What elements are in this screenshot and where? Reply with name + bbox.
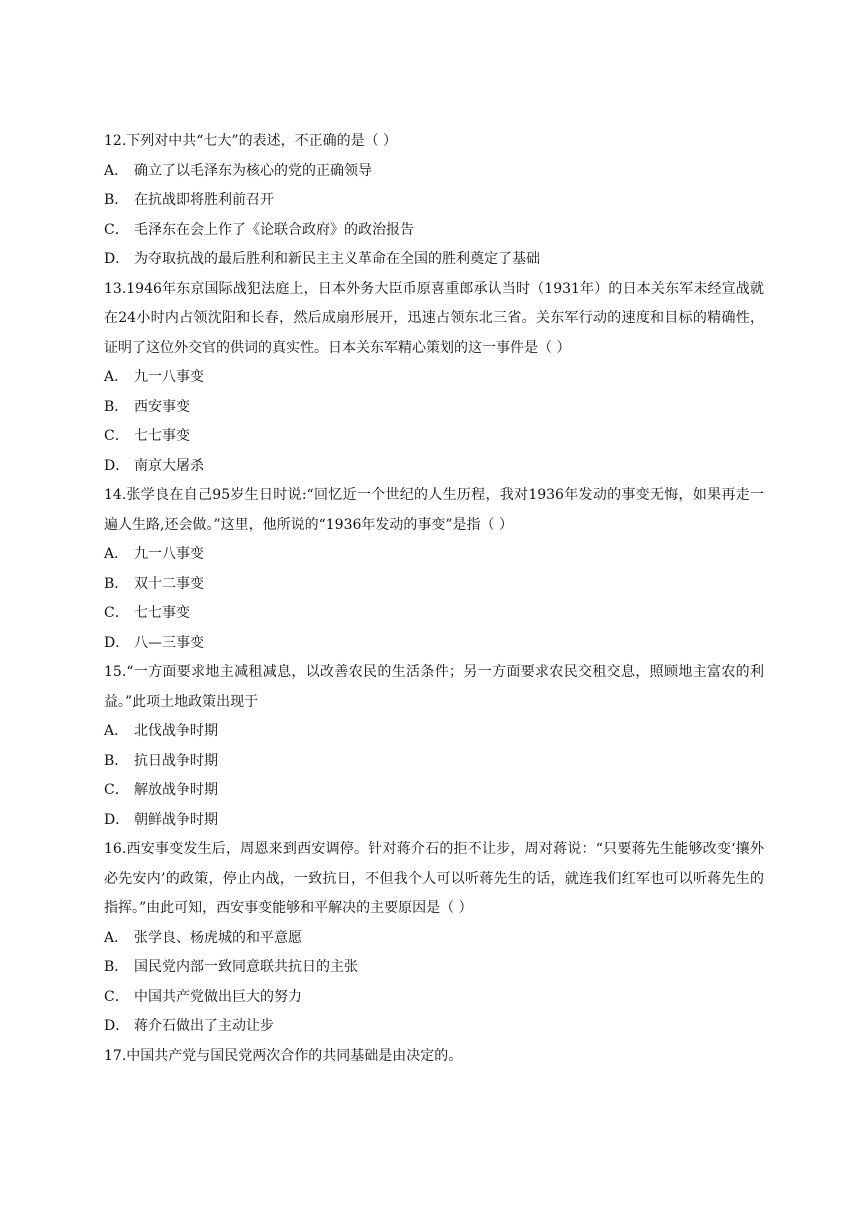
question-stem: 16.西安事变发生后，周恩来到西安调停。针对蒋介石的拒不让步，周对蒋说：“只要蒋先生能够改变‘攘外必先安内’的政策，停止内战，一致抗日，不但我个人可以听蒋先生的话，就连我们红军也可以听蒋先生的指挥。”由此可知，西安事变能够和平解决的主要原因是（ ） (104, 841, 764, 916)
option-text: 张学良、杨虎城的和平意愿 (134, 929, 302, 946)
question-15 (104, 658, 764, 835)
option-letter: A． (104, 546, 129, 562)
option-d[interactable] (104, 1012, 764, 1042)
option-c[interactable] (104, 599, 764, 629)
option-text: 毛泽东在会上作了《论联合政府》的政治报告 (134, 221, 414, 238)
question-stem: 13.1946年东京国际战犯法庭上，日本外务大臣币原喜重郎承认当时（1931年）的日本关东军未经宣战就在24小时内占领沈阳和长春，然后成扇形展开，迅速占领东北三省。关东军行动的速度和目标的精确性，证明了这位外交官的供词的真实性。日本关东军精心策划的这一事件是（ ） (104, 280, 764, 356)
option-c[interactable] (104, 983, 764, 1013)
option-letter: A． (104, 369, 129, 385)
option-b[interactable] (104, 186, 764, 216)
option-text: 双十二事变 (134, 575, 204, 592)
option-text: 确立了以毛泽东为核心的党的正确领导 (134, 162, 372, 179)
option-text: 国民党内部一致同意联共抗日的主张 (134, 959, 358, 975)
option-text: 解放战争时期 (134, 782, 218, 798)
option-a[interactable] (104, 540, 764, 570)
option-letter: B． (104, 398, 129, 415)
question-12 (104, 127, 764, 275)
option-letter: A． (104, 162, 129, 179)
option-d[interactable] (104, 452, 764, 482)
question-16 (104, 835, 764, 1042)
option-b[interactable] (104, 953, 764, 983)
option-text: 蒋介石做出了主动让步 (134, 1018, 274, 1034)
question-17 (104, 1042, 764, 1072)
question-14 (104, 481, 764, 658)
question-stem: 12.下列对中共“七大”的表述，不正确的是（ ） (104, 133, 398, 149)
option-text: 九一八事变 (134, 546, 204, 562)
option-letter: D． (104, 634, 130, 651)
option-text: 中国共产党做出巨大的努力 (134, 988, 302, 1005)
option-letter: A． (104, 929, 129, 946)
option-text: 七七事变 (134, 605, 190, 621)
option-letter: C． (104, 605, 129, 621)
option-text: 在抗战即将胜利前召开 (134, 192, 274, 208)
option-text: 七七事变 (134, 428, 190, 444)
option-d[interactable] (104, 245, 764, 275)
option-text: 朝鲜战争时期 (134, 811, 218, 828)
question-stem: 17.中国共产党与国民党两次合作的共同基础是由决定的。 (104, 1047, 463, 1064)
question-13 (104, 275, 764, 482)
option-b[interactable] (104, 747, 764, 777)
option-text: 九一八事变 (134, 369, 204, 385)
option-letter: B． (104, 752, 129, 769)
option-letter: D． (104, 251, 130, 267)
option-letter: C． (104, 782, 129, 798)
option-b[interactable] (104, 570, 764, 600)
option-c[interactable] (104, 216, 764, 246)
option-c[interactable] (104, 776, 764, 806)
option-text: 为夺取抗战的最后胜利和新民主主义革命在全国的胜利奠定了基础 (134, 251, 540, 267)
question-stem: 15.“一方面要求地主减租减息，以改善农民的生活条件；另一方面要求农民交租交息，照顾地主富农的利益。”此项土地政策出现于 (104, 664, 764, 710)
option-letter: C． (104, 428, 129, 444)
option-a[interactable] (104, 157, 764, 187)
option-letter: B． (104, 959, 129, 975)
option-text: 南京大屠杀 (134, 457, 204, 474)
option-letter: B． (104, 575, 129, 592)
option-text: 西安事变 (134, 398, 190, 415)
option-d[interactable] (104, 806, 764, 836)
option-letter: C． (104, 988, 129, 1005)
option-text: 北伐战争时期 (134, 723, 218, 739)
question-stem: 14.张学良在自己95岁生日时说:“回忆近一个世纪的人生历程，我对1936年发动的事变无悔，如果再走一遍人生路,还会做。”这里，他所说的“1936年发动的事变”是指（ ） (104, 487, 764, 533)
option-a[interactable] (104, 924, 764, 954)
option-a[interactable] (104, 717, 764, 747)
option-letter: A． (104, 723, 129, 739)
option-letter: D． (104, 457, 130, 474)
option-letter: B． (104, 192, 129, 208)
option-letter: C． (104, 221, 129, 238)
option-b[interactable] (104, 393, 764, 423)
option-letter: D． (104, 811, 130, 828)
option-text: 八—三事变 (134, 634, 204, 651)
option-a[interactable] (104, 363, 764, 393)
option-d[interactable] (104, 629, 764, 659)
option-text: 抗日战争时期 (134, 752, 218, 769)
option-c[interactable] (104, 422, 764, 452)
option-letter: D． (104, 1018, 130, 1034)
